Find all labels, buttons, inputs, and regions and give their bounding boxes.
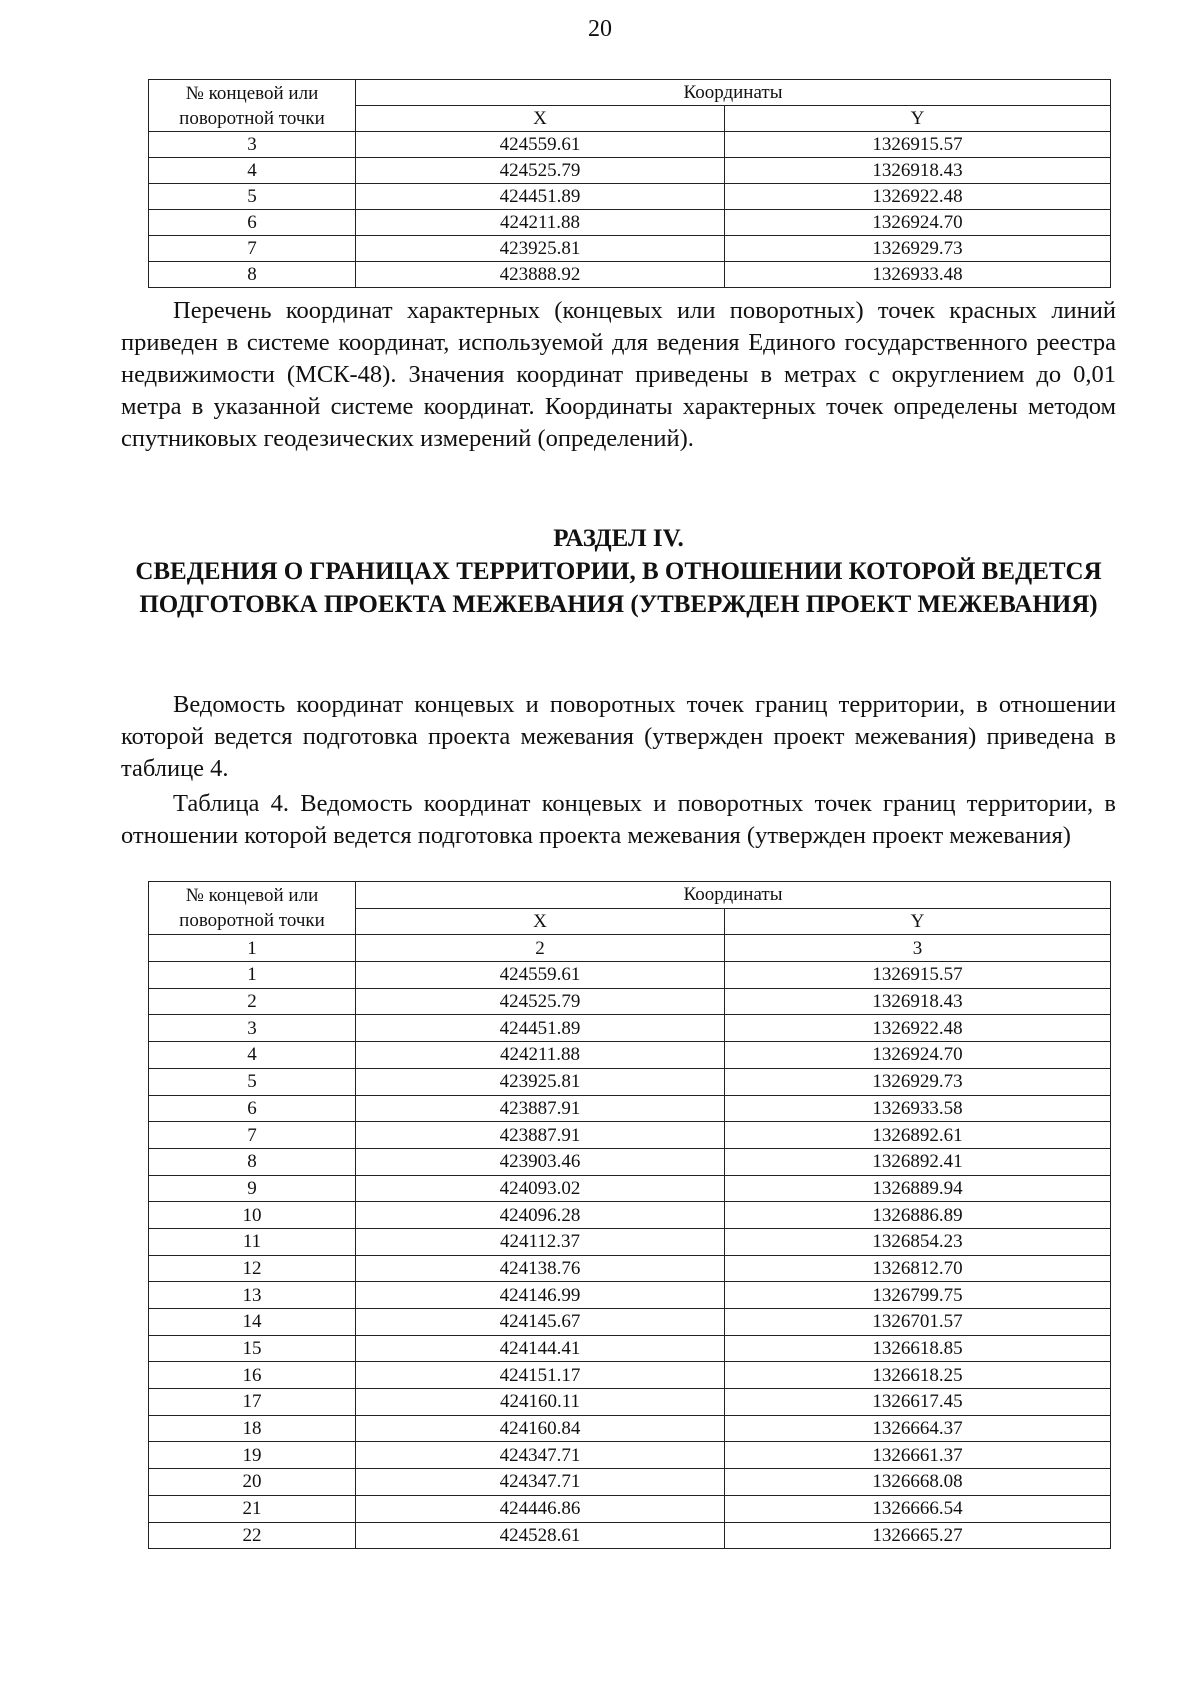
table-row	[149, 1335, 1111, 1362]
point-number: 3	[149, 132, 356, 158]
point-number: 6	[149, 1095, 356, 1122]
point-number: 14	[149, 1309, 356, 1336]
table-row	[149, 1015, 1111, 1042]
y-coordinate: 1326892.61	[725, 1122, 1111, 1149]
point-number: 5	[149, 1068, 356, 1095]
table-row	[149, 1362, 1111, 1389]
coordinates-column-header: Координаты	[356, 80, 1111, 106]
point-number: 7	[149, 1122, 356, 1149]
y-coordinate: 1326701.57	[725, 1309, 1111, 1336]
table-row	[149, 1202, 1111, 1229]
caption-text: Таблица 4. Ведомость координат концевых и поворотных точек границ территории, в отношении которой ведется подготовка проекта межевания (утвержден проект межевания)	[121, 790, 1116, 849]
y-coordinate: 1326922.48	[725, 184, 1111, 210]
y-column-header: Y	[725, 908, 1111, 935]
coordinate-system-paragraph	[121, 295, 1116, 455]
section-title	[121, 522, 1116, 621]
table-header-row	[149, 882, 1111, 909]
point-number: 8	[149, 1148, 356, 1175]
table-row	[149, 1495, 1111, 1522]
x-column-header: X	[356, 908, 725, 935]
point-number: 18	[149, 1415, 356, 1442]
table-row	[149, 236, 1111, 262]
table-row	[149, 1389, 1111, 1416]
table-row	[149, 1122, 1111, 1149]
table-row	[149, 1228, 1111, 1255]
point-number: 10	[149, 1202, 356, 1229]
point-number: 6	[149, 210, 356, 236]
y-coordinate: 1326618.85	[725, 1335, 1111, 1362]
x-coordinate: 423887.91	[356, 1095, 725, 1122]
y-coordinate: 1326661.37	[725, 1442, 1111, 1469]
point-column-header: № концевой или поворотной точки	[149, 882, 356, 935]
point-number: 17	[149, 1389, 356, 1416]
x-coordinate: 424347.71	[356, 1469, 725, 1496]
x-column-header: X	[356, 106, 725, 132]
y-coordinate: 1326924.70	[725, 1042, 1111, 1069]
point-number: 2	[149, 988, 356, 1015]
y-coordinate: 1326933.48	[725, 262, 1111, 288]
x-coordinate: 424151.17	[356, 1362, 725, 1389]
table-reference-paragraph	[121, 689, 1116, 785]
table-row	[149, 1469, 1111, 1496]
table-row	[149, 1442, 1111, 1469]
y-coordinate: 1326892.41	[725, 1148, 1111, 1175]
column-number-row	[149, 935, 1111, 962]
x-coordinate: 424112.37	[356, 1228, 725, 1255]
x-coordinate: 424525.79	[356, 988, 725, 1015]
table-row	[149, 1282, 1111, 1309]
y-coordinate: 1326886.89	[725, 1202, 1111, 1229]
section-heading: РАЗДЕЛ IV.	[553, 525, 684, 552]
page-number: 20	[588, 16, 612, 42]
table-row	[149, 1042, 1111, 1069]
point-number: 16	[149, 1362, 356, 1389]
y-coordinate: 1326799.75	[725, 1282, 1111, 1309]
x-coordinate: 423903.46	[356, 1148, 725, 1175]
x-coordinate: 423925.81	[356, 1068, 725, 1095]
y-coordinate: 1326666.54	[725, 1495, 1111, 1522]
point-number: 11	[149, 1228, 356, 1255]
point-number: 13	[149, 1282, 356, 1309]
y-coordinate: 1326915.57	[725, 132, 1111, 158]
table-row	[149, 1415, 1111, 1442]
table-row	[149, 262, 1111, 288]
table-row	[149, 132, 1111, 158]
point-number: 8	[149, 262, 356, 288]
y-coordinate: 1326889.94	[725, 1175, 1111, 1202]
y-coordinate: 1326618.25	[725, 1362, 1111, 1389]
coordinates-table-continued	[148, 79, 1111, 288]
y-coordinate: 1326854.23	[725, 1228, 1111, 1255]
y-coordinate: 1326665.27	[725, 1522, 1111, 1549]
table-row	[149, 1175, 1111, 1202]
point-number: 1	[149, 962, 356, 989]
point-column-header: № концевой или поворотной точки	[149, 80, 356, 132]
y-coordinate: 1326933.58	[725, 1095, 1111, 1122]
table-row	[149, 158, 1111, 184]
column-number: 2	[356, 935, 725, 962]
point-number: 5	[149, 184, 356, 210]
x-coordinate: 424160.84	[356, 1415, 725, 1442]
x-coordinate: 423925.81	[356, 236, 725, 262]
y-coordinate: 1326664.37	[725, 1415, 1111, 1442]
point-number: 20	[149, 1469, 356, 1496]
point-number: 19	[149, 1442, 356, 1469]
point-number: 22	[149, 1522, 356, 1549]
table-row	[149, 210, 1111, 236]
table-row	[149, 1068, 1111, 1095]
x-coordinate: 424451.89	[356, 1015, 725, 1042]
y-coordinate: 1326617.45	[725, 1389, 1111, 1416]
y-coordinate: 1326915.57	[725, 962, 1111, 989]
x-coordinate: 424446.86	[356, 1495, 725, 1522]
table-row	[149, 1148, 1111, 1175]
x-coordinate: 424559.61	[356, 962, 725, 989]
section-subtitle: СВЕДЕНИЯ О ГРАНИЦАХ ТЕРРИТОРИИ, В ОТНОШЕНИИ КОТОРОЙ ВЕДЕТСЯ ПОДГОТОВКА ПРОЕКТА МЕЖЕВАНИЯ (УТВЕРЖДЕН ПРОЕКТ МЕЖЕВАНИЯ)	[135, 558, 1102, 618]
x-coordinate: 424211.88	[356, 210, 725, 236]
point-number: 9	[149, 1175, 356, 1202]
x-coordinate: 424144.41	[356, 1335, 725, 1362]
coordinates-column-header: Координаты	[356, 882, 1111, 909]
y-coordinate: 1326812.70	[725, 1255, 1111, 1282]
point-number: 15	[149, 1335, 356, 1362]
table-row	[149, 1309, 1111, 1336]
table-header-row	[149, 80, 1111, 106]
x-coordinate: 424525.79	[356, 158, 725, 184]
table-row	[149, 184, 1111, 210]
x-coordinate: 424528.61	[356, 1522, 725, 1549]
x-coordinate: 424146.99	[356, 1282, 725, 1309]
column-number: 3	[725, 935, 1111, 962]
point-number: 4	[149, 1042, 356, 1069]
x-coordinate: 424093.02	[356, 1175, 725, 1202]
y-coordinate: 1326668.08	[725, 1469, 1111, 1496]
point-number: 12	[149, 1255, 356, 1282]
point-number: 7	[149, 236, 356, 262]
x-coordinate: 424347.71	[356, 1442, 725, 1469]
x-coordinate: 423888.92	[356, 262, 725, 288]
point-number: 21	[149, 1495, 356, 1522]
paragraph-text: Перечень координат характерных (концевых или поворотных) точек красных линий приведен в системе координат, используемой для ведения Единого государственного реестра недвижимости (МСК-48). Значения координат приведены в метрах с округлением до 0,01 метра в указанной системе координат. Координаты характерных точек определены методом спутниковых геодезических измерений (определений).	[121, 297, 1116, 452]
table-row	[149, 988, 1111, 1015]
table-row	[149, 962, 1111, 989]
x-coordinate: 424211.88	[356, 1042, 725, 1069]
table-row	[149, 1522, 1111, 1549]
x-coordinate: 424145.67	[356, 1309, 725, 1336]
column-number: 1	[149, 935, 356, 962]
point-number: 4	[149, 158, 356, 184]
table-4-caption	[121, 788, 1116, 852]
y-column-header: Y	[725, 106, 1111, 132]
x-coordinate: 424096.28	[356, 1202, 725, 1229]
y-coordinate: 1326929.73	[725, 1068, 1111, 1095]
table-row	[149, 1255, 1111, 1282]
x-coordinate: 424559.61	[356, 132, 725, 158]
point-number: 3	[149, 1015, 356, 1042]
y-coordinate: 1326918.43	[725, 158, 1111, 184]
paragraph-text: Ведомость координат концевых и поворотных точек границ территории, в отношении которой ведется подготовка проекта межевания (утвержден проект межевания) приведена в таблице 4.	[121, 691, 1116, 782]
y-coordinate: 1326922.48	[725, 1015, 1111, 1042]
table-row	[149, 1095, 1111, 1122]
x-coordinate: 424451.89	[356, 184, 725, 210]
x-coordinate: 424138.76	[356, 1255, 725, 1282]
coordinates-table-4	[148, 881, 1111, 1549]
y-coordinate: 1326929.73	[725, 236, 1111, 262]
y-coordinate: 1326924.70	[725, 210, 1111, 236]
x-coordinate: 423887.91	[356, 1122, 725, 1149]
y-coordinate: 1326918.43	[725, 988, 1111, 1015]
x-coordinate: 424160.11	[356, 1389, 725, 1416]
